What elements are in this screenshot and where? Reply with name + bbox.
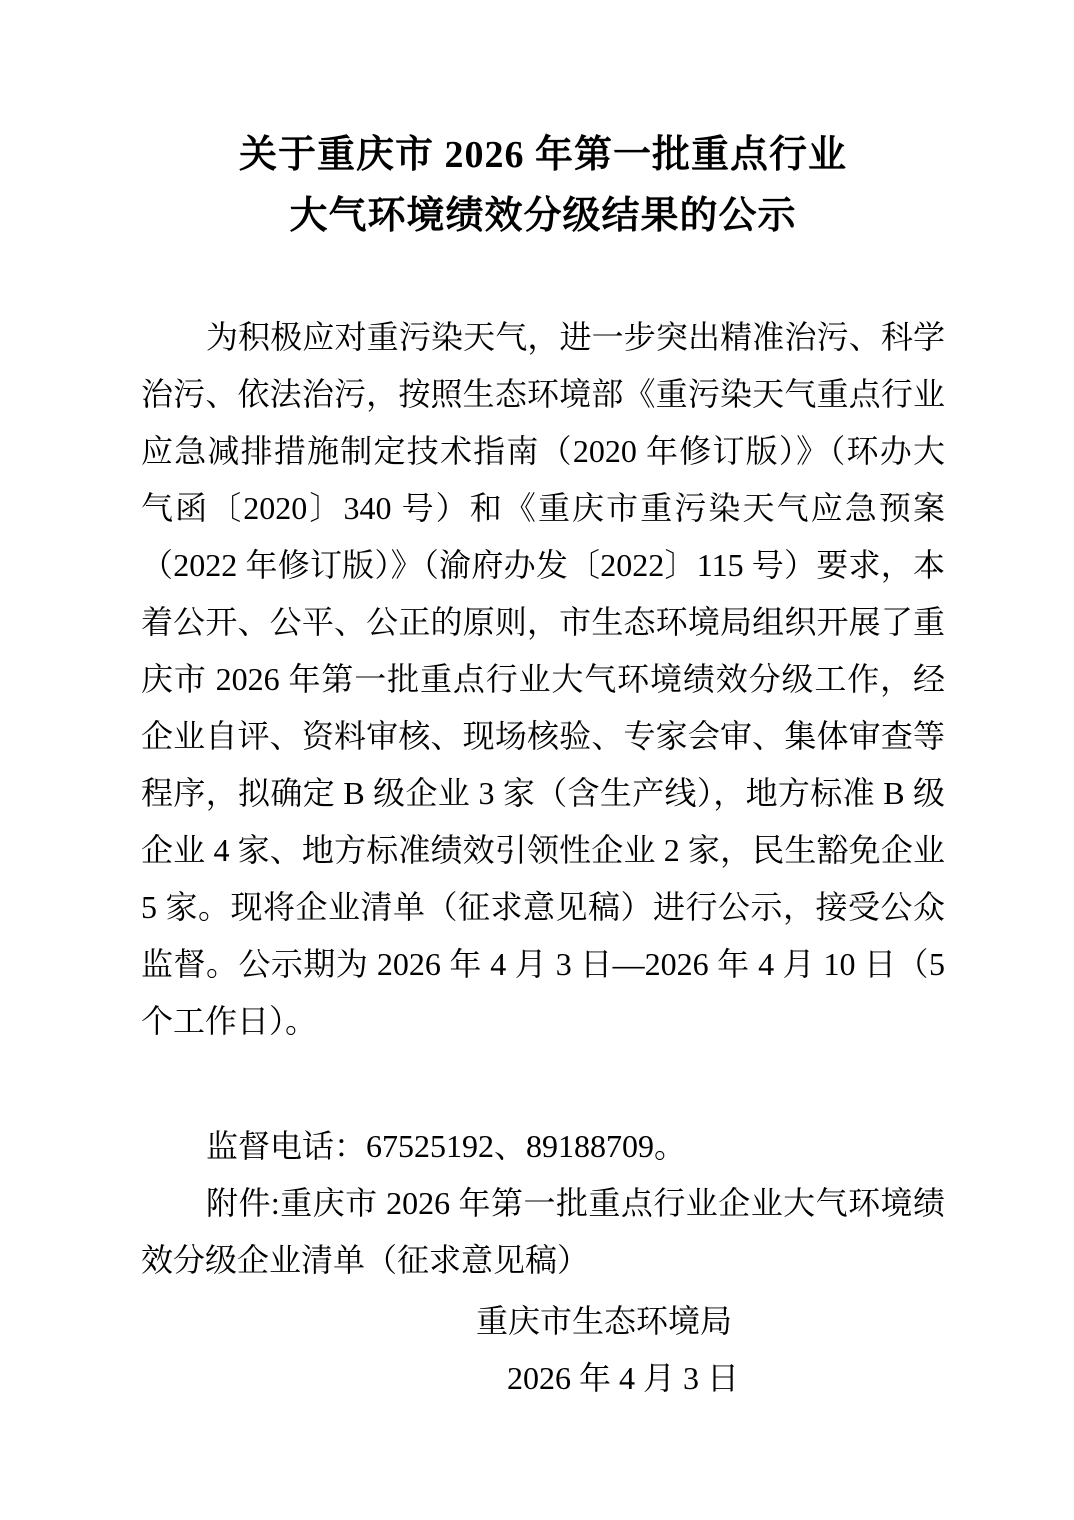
issue-date: 2026 年 4 月 3 日 — [506, 1360, 739, 1396]
issuer-signature: 重庆市生态环境局 — [475, 1303, 732, 1339]
signature-block — [141, 1293, 945, 1407]
document-title — [141, 125, 945, 247]
title-line-2: 大气环境绩效分级结果的公示 — [289, 195, 797, 237]
title-line-1: 关于重庆市 2026 年第一批重点行业 — [238, 134, 847, 176]
body-paragraph: 为积极应对重污染天气，进一步突出精准治污、科学治污、依法治污，按照生态环境部《重污染天气重点行业应急减排措施制定技术指南（2020 年修订版）》（环办大气函〔2020〕340 号）和《重庆市重污染天气应急预案（2022 年修订版）》（渝府办发〔2022〕115 号）要求，本着公开、公平、公正的原则，市生态环境局组织开展了重庆市 2026 年第一批重点行业大气环境绩效分级工作，经企业自评、资料审核、现场核验、专家会审、集体审查等程序，拟确定 B 级企业 3 家（含生产线），地方标准 B 级企业 4 家、地方标准绩效引领性企业 2 家，民生豁免企业 5 家。现将企业清单（征求意见稿）进行公示，接受公众监督。公示期为 2026 年 4 月 3 日—2026 年 4 月 10 日（5 个工作日）。 — [141, 319, 945, 1039]
attachment-note: 附件:重庆市 2026 年第一批重点行业企业大气环境绩效分级企业清单（征求意见稿） — [141, 1185, 945, 1278]
supervision-phone-line: 监督电话：67525192、89188709。 — [206, 1128, 687, 1164]
